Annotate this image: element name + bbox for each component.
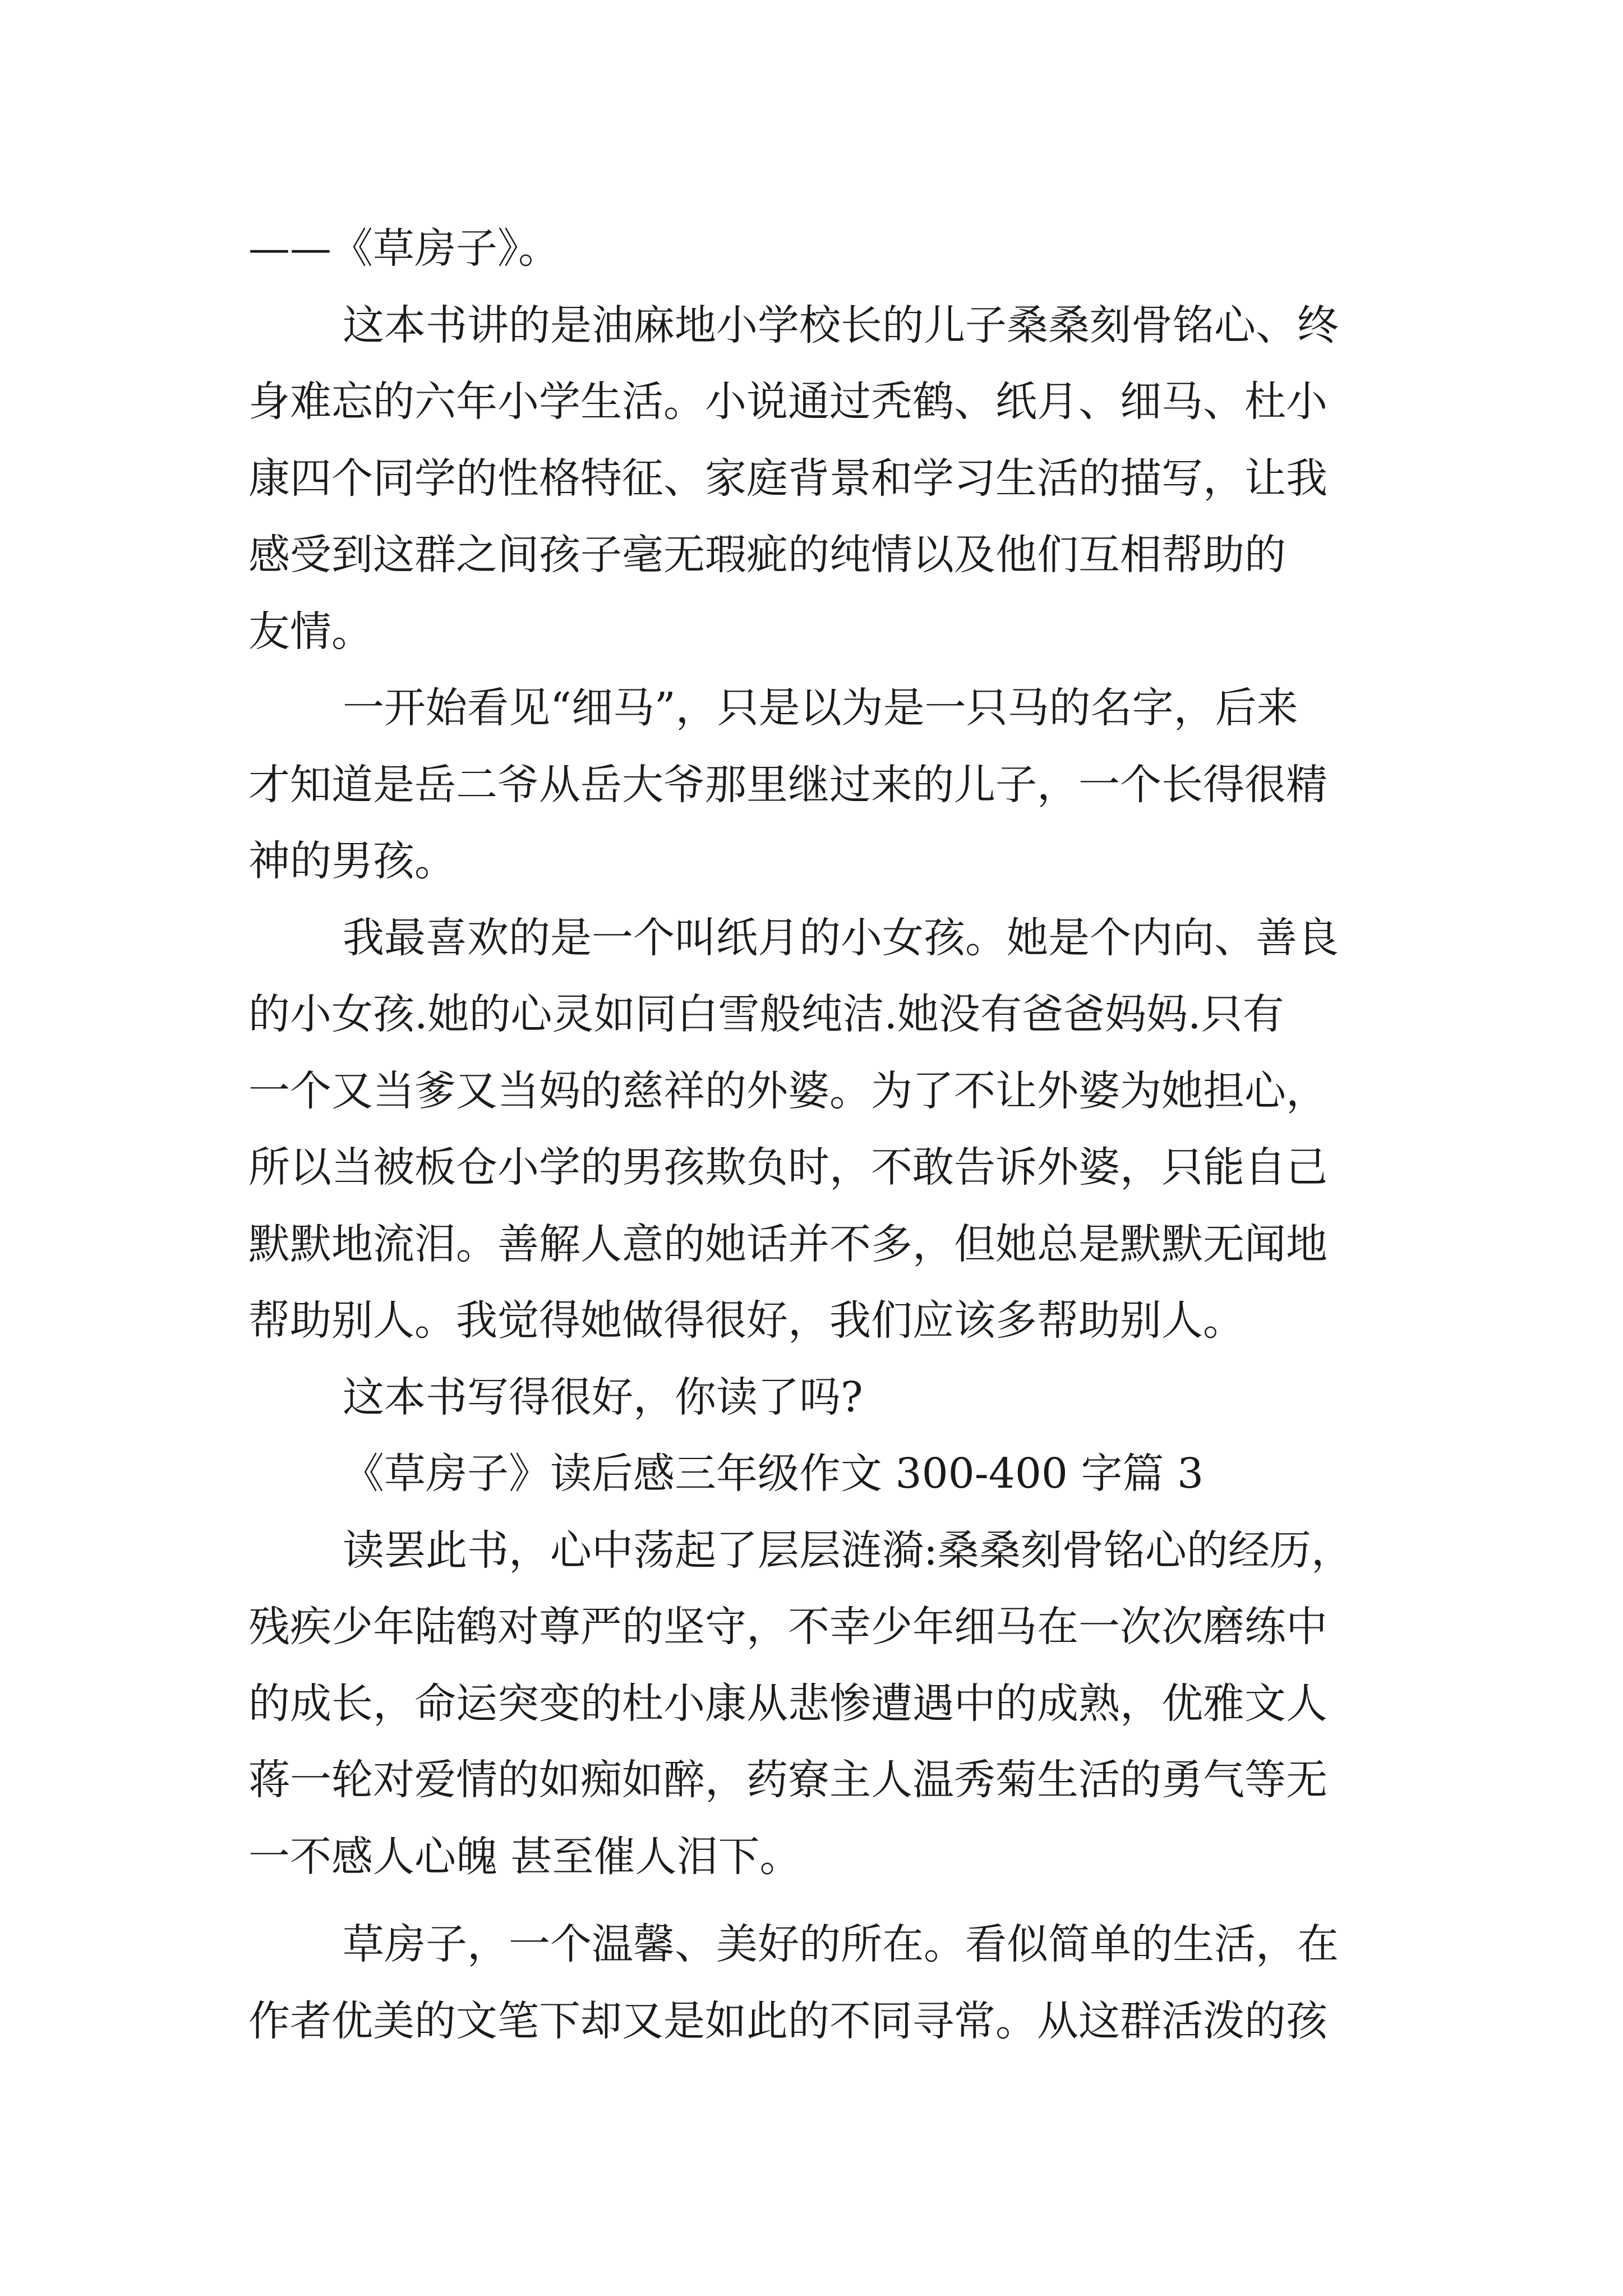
text-line: 读罢此书，心中荡起了层层涟漪:桑桑刻骨铭心的经历， xyxy=(343,1526,1353,1575)
text-line: 的成长，命运突变的杜小康从悲惨遭遇中的成熟，优雅文人 xyxy=(248,1679,1327,1728)
text-line: 所以当被板仓小学的男孩欺负时，不敢告诉外婆，只能自己 xyxy=(248,1143,1327,1191)
text-line: 身难忘的六年小学生活。小说通过秃鹤、纸月、细马、杜小 xyxy=(248,378,1327,426)
text-line: 我最喜欢的是一个叫纸月的小女孩。她是个内向、善良 xyxy=(343,913,1339,962)
text-line: 作者优美的文笔下却又是如此的不同寻常。从这群活泼的孩 xyxy=(248,1996,1327,2045)
text-line: 残疾少年陆鹤对尊严的坚守，不幸少年细马在一次次磨练中 xyxy=(248,1603,1327,1651)
text-line: 蒋一轮对爱情的如痴如醉，药寮主人温秀菊生活的勇气等无 xyxy=(248,1756,1327,1804)
text-line: 帮助别人。我觉得她做得很好，我们应该多帮助别人。 xyxy=(248,1296,1244,1345)
essay-text xyxy=(248,210,1376,2059)
text-line: 草房子，一个温馨、美好的所在。看似简单的生活，在 xyxy=(343,1920,1339,1968)
text-line: 这本书讲的是油麻地小学校长的儿子桑桑刻骨铭心、终 xyxy=(343,301,1339,349)
text-line: 神的男孩。 xyxy=(248,837,456,885)
text-line: 友情。 xyxy=(248,607,373,656)
text-line: 这本书写得很好，你读了吗? xyxy=(343,1373,863,1421)
text-line: 感受到这群之间孩子毫无瑕疵的纯情以及他们互相帮助的 xyxy=(248,531,1286,579)
text-line: 一个又当爹又当妈的慈祥的外婆。为了不让外婆为她担心， xyxy=(248,1066,1327,1115)
text-line: 默默地流泪。善解人意的她话并不多，但她总是默默无闻地 xyxy=(248,1220,1327,1268)
text-line: 一开始看见“细马”，只是以为是一只马的名字，后来 xyxy=(343,684,1298,732)
text-line: 一不感人心魄 甚至催人泪下。 xyxy=(248,1832,801,1881)
text-line: 的小女孩.她的心灵如同白雪般纯洁.她没有爸爸妈妈.只有 xyxy=(248,990,1284,1038)
text-line: 才知道是岳二爷从岳大爷那里继过来的儿子，一个长得很精 xyxy=(248,760,1327,809)
section-heading: 《草房子》读后感三年级作文 300-400 字篇 3 xyxy=(343,1450,1204,1498)
text-line: 康四个同学的性格特征、家庭背景和学习生活的描写，让我 xyxy=(248,454,1327,503)
text-line: ——《草房子》。 xyxy=(248,224,560,273)
